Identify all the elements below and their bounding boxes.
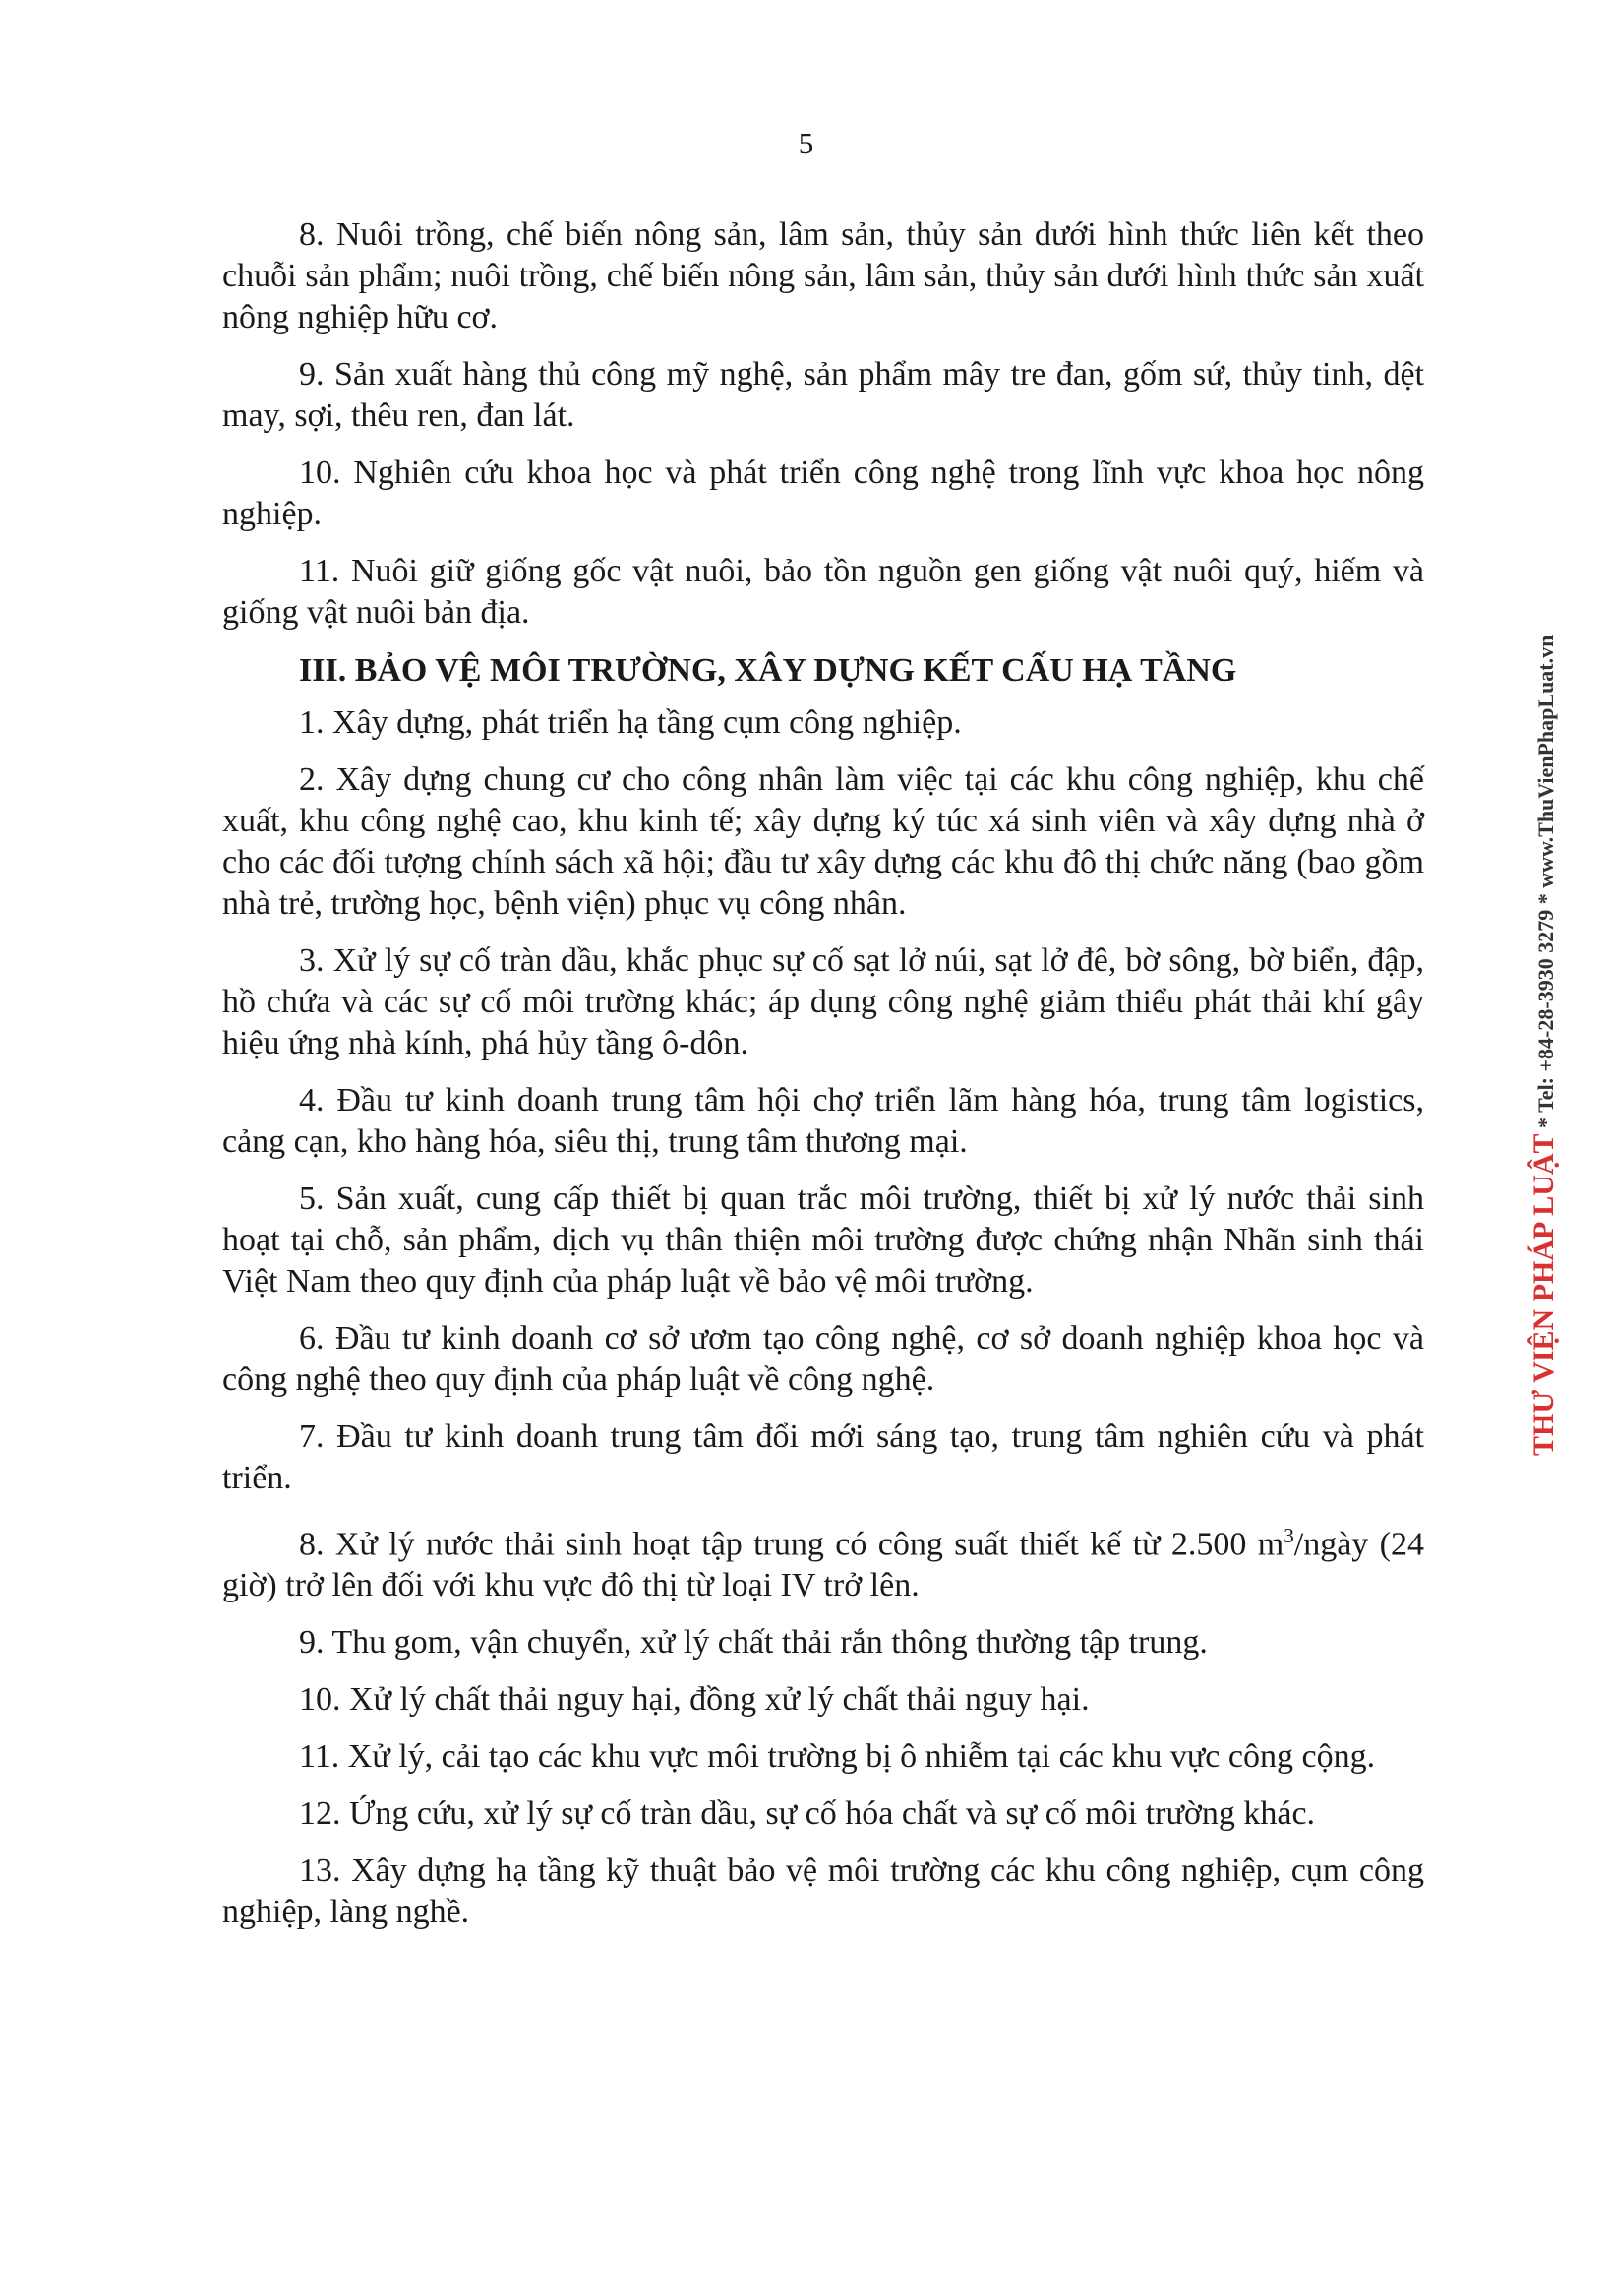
list-item: 9. Thu gom, vận chuyển, xử lý chất thải rắn thông thường tập trung.	[299, 1624, 1208, 1662]
para8-superscript: 3	[1284, 1524, 1294, 1547]
document-body	[222, 214, 1424, 1949]
list-item: 6. Đầu tư kinh doanh cơ sở ươm tạo công nghệ, cơ sở doanh nghiệp khoa học và công nghệ theo quy định của pháp luật về công nghệ.	[222, 1320, 1424, 1398]
list-item: 5. Sản xuất, cung cấp thiết bị quan trắc môi trường, thiết bị xử lý nước thải sinh hoạt tại chỗ, sản phẩm, dịch vụ thân thiện môi trường được chứng nhận Nhãn sinh thái Việt Nam theo quy định của pháp luật về bảo vệ môi trường.	[222, 1180, 1424, 1299]
list-item-with-superscript	[222, 1515, 1424, 1606]
list-item: 7. Đầu tư kinh doanh trung tâm đổi mới sáng tạo, trung tâm nghiên cứu và phát triển.	[222, 1419, 1424, 1496]
list-item: 11. Nuôi giữ giống gốc vật nuôi, bảo tồn nguồn gen giống vật nuôi quý, hiếm và giống vật nuôi bản địa.	[222, 553, 1424, 631]
list-item: 13. Xây dựng hạ tầng kỹ thuật bảo vệ môi trường các khu công nghiệp, cụm công nghiệp, làng nghề.	[222, 1852, 1424, 1931]
watermark-star: *	[1533, 1117, 1558, 1128]
watermark-site: www.ThuVienPhapLuat.vn	[1533, 634, 1558, 888]
watermark-star: *	[1533, 893, 1558, 905]
para8-text-a: 8. Xử lý nước thải sinh hoạt tập trung có công suất thiết kế từ 2.500 m	[299, 1526, 1284, 1563]
watermark	[1527, 635, 1561, 1456]
page-number: 5	[798, 126, 814, 160]
list-item: 11. Xử lý, cải tạo các khu vực môi trường bị ô nhiễm tại các khu vực công cộng.	[299, 1738, 1376, 1776]
watermark-brand: THƯ VIỆN PHÁP LUẬT	[1527, 1133, 1560, 1456]
list-item: 12. Ứng cứu, xử lý sự cố tràn dầu, sự cố hóa chất và sự cố môi trường khác.	[299, 1795, 1316, 1833]
list-item: 4. Đầu tư kinh doanh trung tâm hội chợ triển lãm hàng hóa, trung tâm logistics, cảng cạn, kho hàng hóa, siêu thị, trung tâm thương mại.	[222, 1082, 1424, 1160]
list-item: 10. Xử lý chất thải nguy hại, đồng xử lý chất thải nguy hại.	[299, 1681, 1090, 1719]
section-heading: III. BẢO VỆ MÔI TRƯỜNG, XÂY DỰNG KẾT CẤU HẠ TẦNG	[299, 652, 1237, 689]
list-item: 3. Xử lý sự cố tràn dầu, khắc phục sự cố sạt lở núi, sạt lở đê, bờ sông, bờ biển, đập, hồ chứa và các sự cố môi trường khác; áp dụng công nghệ giảm thiểu phát thải khí gây hiệu ứng nhà kính, phá hủy tầng ô-dôn.	[222, 942, 1424, 1061]
para8-text-b: /ngày (24 giờ) trở lên đối với khu vực đô thị từ loại IV trở lên.	[222, 1526, 1424, 1604]
list-item: 8. Nuôi trồng, chế biến nông sản, lâm sản, thủy sản dưới hình thức liên kết theo chuỗi sản phẩm; nuôi trồng, chế biến nông sản, lâm sản, thủy sản dưới hình thức sản xuất nông nghiệp hữu cơ.	[222, 216, 1424, 335]
watermark-tel: Tel: +84-28-3930 3279	[1533, 909, 1558, 1113]
list-item: 10. Nghiên cứu khoa học và phát triển công nghệ trong lĩnh vực khoa học nông nghiệp.	[222, 454, 1424, 532]
list-item: 9. Sản xuất hàng thủ công mỹ nghệ, sản phẩm mây tre đan, gốm sứ, thủy tinh, dệt may, sợi, thêu ren, đan lát.	[222, 356, 1424, 434]
list-item: 2. Xây dựng chung cư cho công nhân làm việc tại các khu công nghiệp, khu chế xuất, khu công nghệ cao, khu kinh tế; xây dựng ký túc xá sinh viên và xây dựng nhà ở cho các đối tượng chính sách xã hội; đầu tư xây dựng các khu đô thị chức năng (bao gồm nhà trẻ, trường học, bệnh viện) phục vụ công nhân.	[222, 761, 1424, 922]
list-item: 1. Xây dựng, phát triển hạ tầng cụm công nghiệp.	[299, 704, 962, 741]
